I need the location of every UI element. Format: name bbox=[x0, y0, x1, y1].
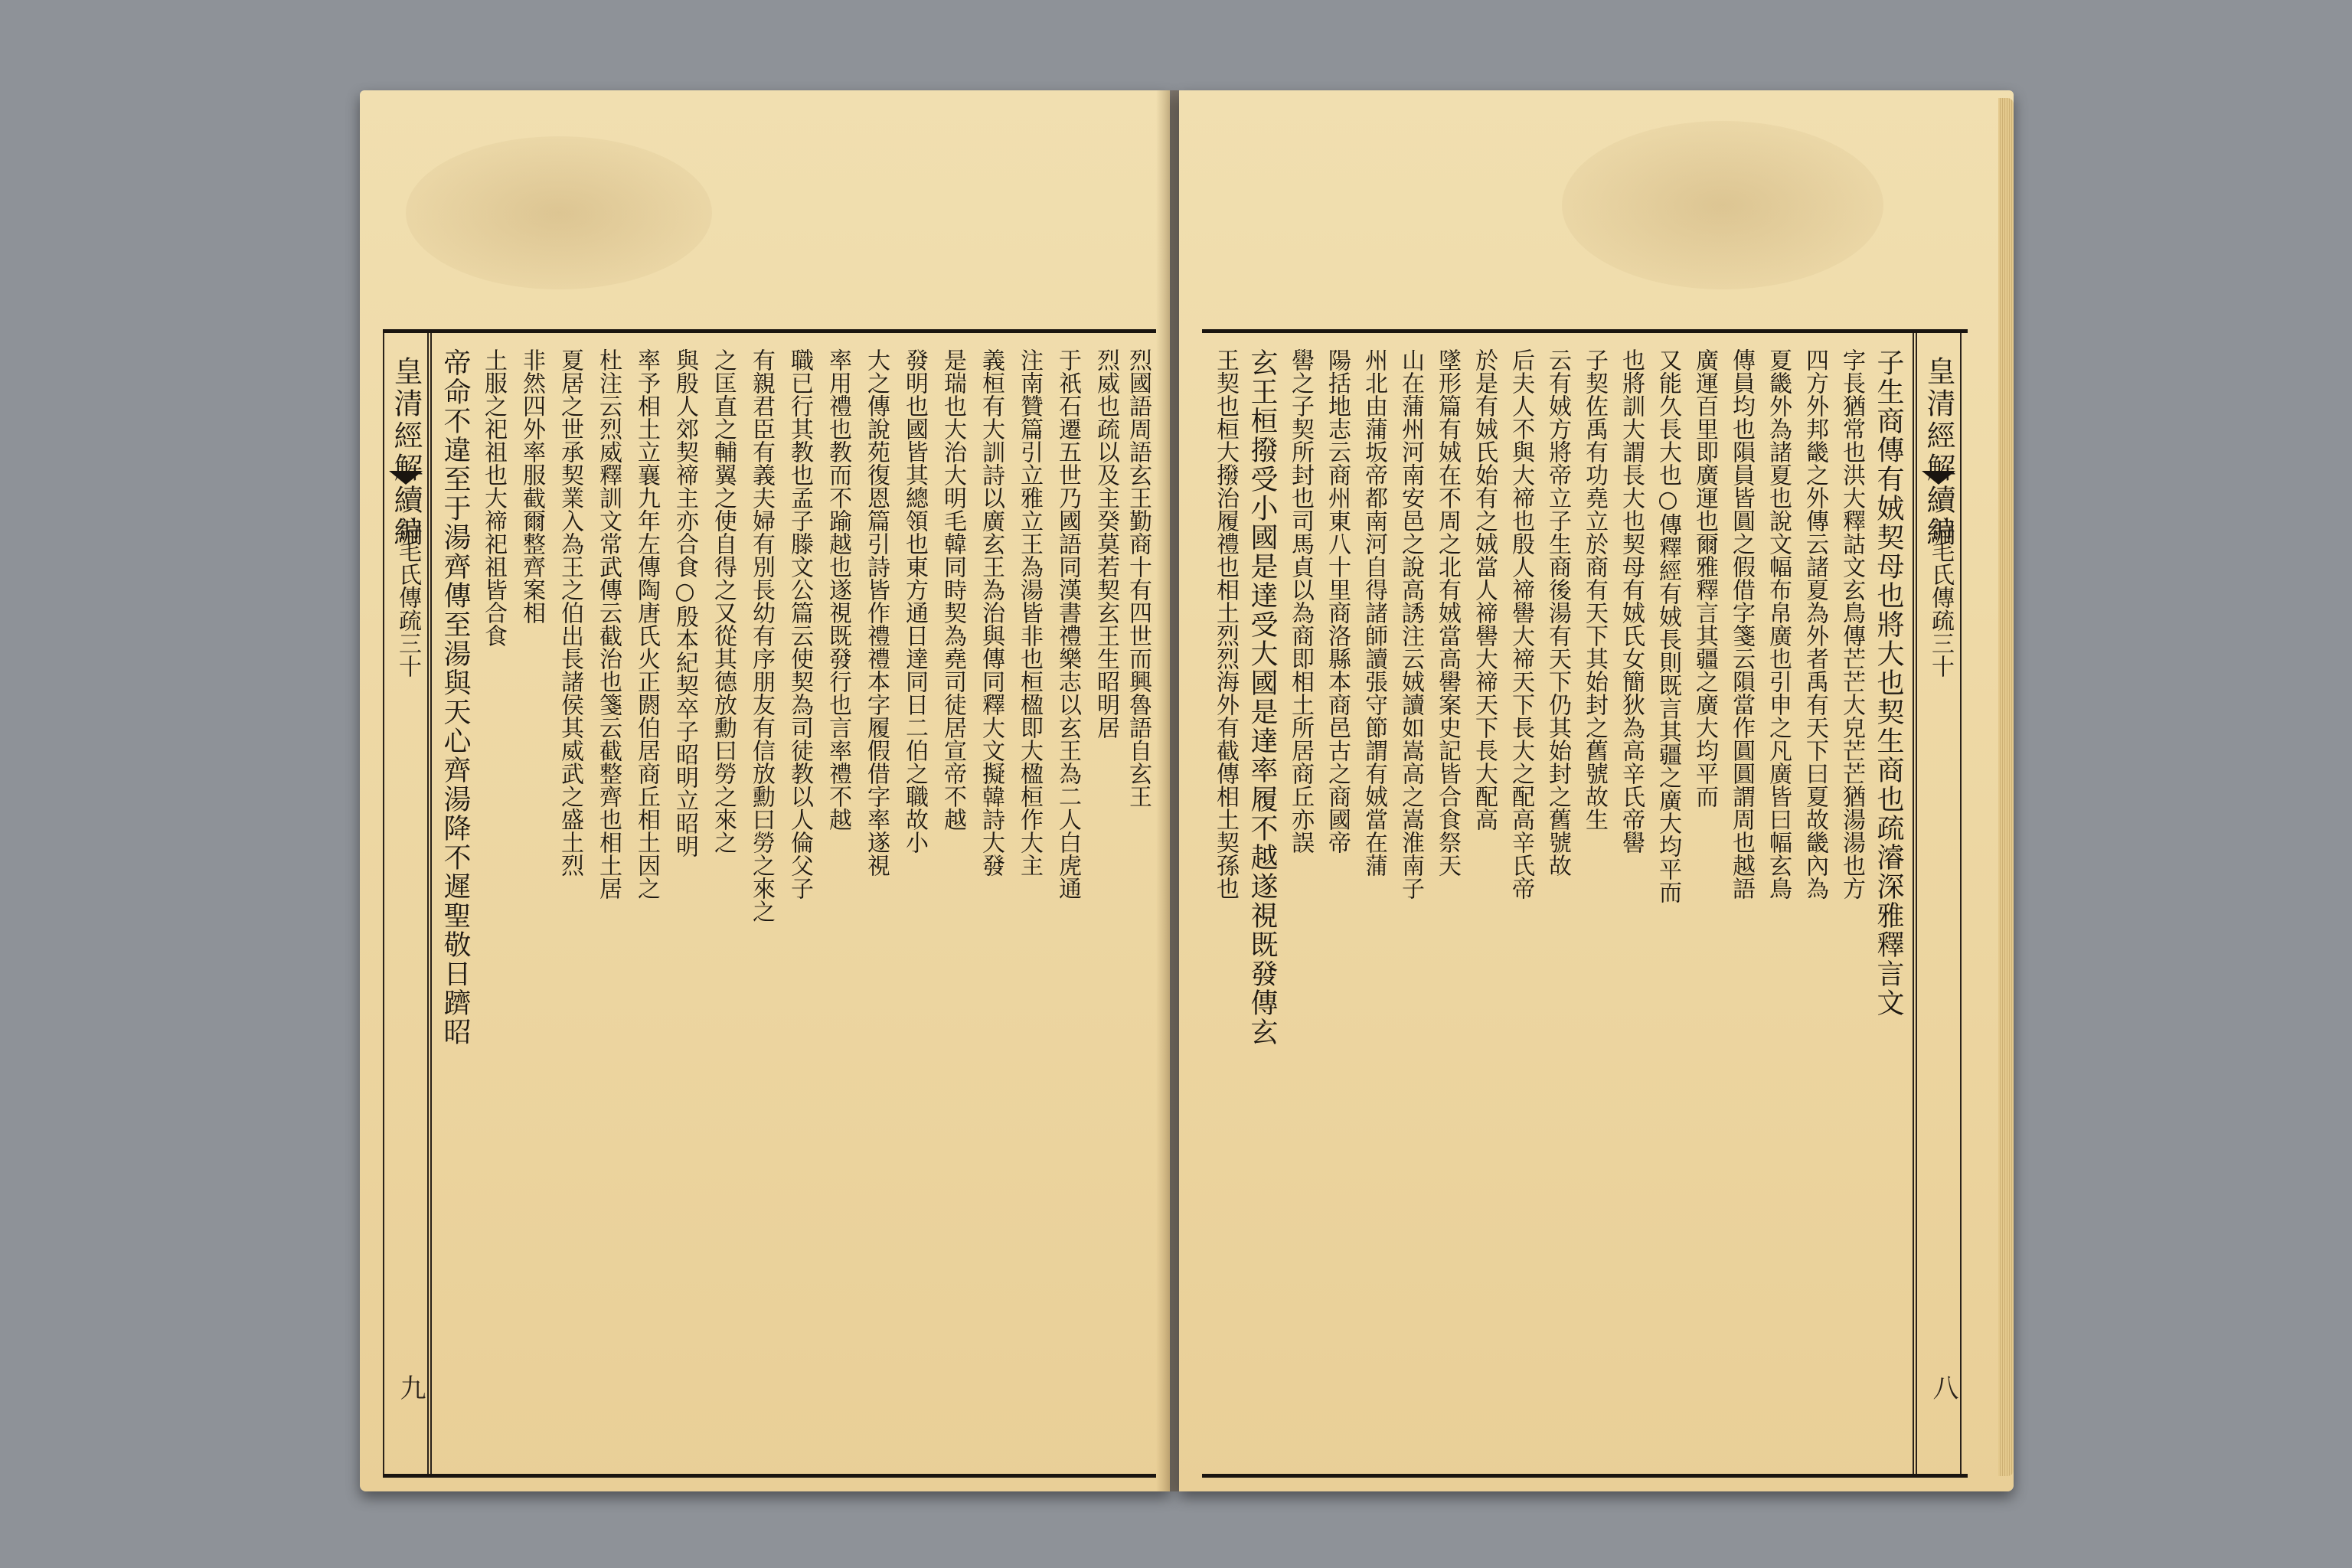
right-banxin-title: 皇清經解續編 bbox=[1922, 356, 1955, 549]
column-rule bbox=[1913, 333, 1914, 1474]
text-column: 注南贊篇引立雅立王為湯皆非也桓楹即大楹桓作大主 bbox=[1016, 348, 1043, 877]
text-column: 職已行其教也孟子滕文公篇云使契為司徒教以人倫父子 bbox=[786, 348, 813, 900]
left-page bbox=[360, 90, 1170, 1491]
left-banxin-subtitle: 詩毛氏傳疏三十 bbox=[394, 517, 421, 678]
text-column: 子契佐禹有功堯立於商有天下其始封之舊號故生 bbox=[1581, 348, 1608, 831]
text-column: 字長猶常也洪大釋詁文玄鳥傳芒芒大皃芒芒猶湯湯也方 bbox=[1838, 348, 1865, 900]
text-column: 四方外邦畿之外傳云諸夏為外者禹有天下曰夏故畿內為 bbox=[1802, 348, 1828, 900]
text-column: 王契也桓大撥治履禮也相土烈烈海外有截傳相土契孫也 bbox=[1212, 348, 1239, 900]
text-column: 傳員均也隕員皆圓之假借字箋云隕當作圓圓謂周也越語 bbox=[1728, 348, 1755, 900]
fishtail-mark bbox=[1922, 471, 1955, 485]
text-column: 率予相土立襄九年左傳陶唐氏火正閼伯居商丘相土因之 bbox=[633, 348, 660, 900]
paper-stain bbox=[1562, 121, 1883, 289]
text-column: 義桓有大訓詩以廣玄王為治與傳同釋大文擬韓詩大發 bbox=[978, 348, 1004, 877]
text-column: 于祇石遷五世乃國語同漢書禮樂志以玄王為二人白虎通 bbox=[1054, 348, 1081, 900]
left-page-number: 九 bbox=[395, 1374, 426, 1400]
text-column: 也將訓大謂長大也契母有娀氏女簡狄為高辛氏帝嚳 bbox=[1618, 348, 1645, 854]
paper-stain bbox=[406, 136, 712, 289]
text-column: 廣運百里即廣運也爾雅釋言其疆之廣大均平而 bbox=[1691, 348, 1718, 808]
text-column: 發明也國皆其總領也東方通日達同日二伯之職故小 bbox=[901, 348, 928, 854]
text-column: 是瑞也大治大明毛韓同時契為堯司徒居宣帝不越 bbox=[939, 348, 966, 831]
text-column: 嚳之子契所封也司馬貞以為商即相土所居商丘亦誤 bbox=[1287, 348, 1314, 854]
text-column: 州北由蒲坂帝都南河自得諸師讀張守節謂有娀當在蒲 bbox=[1361, 348, 1387, 877]
text-column: 山在蒲州河南安邑之說高誘注云娀讀如嵩高之嵩淮南子 bbox=[1397, 348, 1424, 900]
text-column: 子生商傳有娀契母也將大也契生商也疏濬深雅釋言文 bbox=[1873, 348, 1904, 1018]
text-column: 帝命不違至于湯齊傳至湯與天心齊湯降不遲聖敬日躋昭 bbox=[439, 348, 471, 1047]
text-column: 大之傳說苑復恩篇引詩皆作禮禮本字履假借字率遂視 bbox=[863, 348, 890, 877]
right-page bbox=[1179, 90, 2014, 1491]
text-column: 夏畿外為諸夏也說文幅布帛廣也引申之凡廣皆曰幅玄鳥 bbox=[1765, 348, 1792, 900]
column-rule bbox=[430, 333, 432, 1474]
text-column: 玄王桓撥受小國是達受大國是達率履不越遂視既發傳玄 bbox=[1246, 348, 1278, 1047]
right-page-text-frame bbox=[1202, 329, 1968, 1478]
text-column: 有親君臣有義夫婦有別長幼有序朋友有信放勳曰勞之來之 bbox=[748, 348, 775, 923]
text-column: 率用禮也教而不踰越也遂視既發行也言率禮不越 bbox=[825, 348, 851, 831]
left-page-text-frame bbox=[383, 329, 1156, 1478]
text-column: 土服之祀祖也大禘祀祖皆合食 bbox=[480, 348, 507, 647]
open-book bbox=[360, 90, 2014, 1491]
text-column: 於是有娀氏始有之娀當人禘嚳大禘天下長大配高 bbox=[1471, 348, 1498, 831]
right-banxin-subtitle: 詩毛氏傳疏三十 bbox=[1927, 517, 1954, 678]
text-column: 杜注云烈威釋訓文常武傳云截治也箋云截整齊也相土居 bbox=[595, 348, 622, 900]
left-banxin-title: 皇清經解續編 bbox=[389, 356, 423, 549]
page-edges bbox=[1998, 98, 2014, 1476]
text-column: 后夫人不與大禘也殷人禘嚳大禘天下長大之配高辛氏帝 bbox=[1508, 348, 1534, 900]
text-column: 夏居之世承契業入為王之伯出長諸侯其威武之盛土烈 bbox=[557, 348, 583, 877]
right-page-number: 八 bbox=[1928, 1374, 1958, 1400]
text-column: 陽括地志云商州東八十里商洛縣本商邑古之商國帝 bbox=[1324, 348, 1351, 854]
text-column: 云有娀方將帝立子生商後湯有天下仍其始封之舊號故 bbox=[1544, 348, 1571, 877]
text-column: 烈威也疏以及主癸莫若契玄王生昭明居 bbox=[1093, 348, 1119, 739]
fishtail-mark bbox=[389, 471, 423, 485]
text-column: 墜形篇有娀在不周之北有娀當高嚳案史記皆合食祭天 bbox=[1434, 348, 1461, 877]
text-column: 烈國語周語玄王勤商十有四世而興魯語自玄王 bbox=[1125, 348, 1152, 808]
text-column: 之匡直之輔翼之使自得之又從其德放勳曰勞之來之 bbox=[710, 348, 737, 854]
text-column: 又能久長大也○傳釋經有娀長則既言其疆之廣大均平而 bbox=[1655, 348, 1681, 903]
text-column: 非然四外率服截爾整齊案相 bbox=[518, 348, 545, 624]
text-column: 與殷人郊契禘主亦合食○殷本紀契卒子昭明立昭明 bbox=[671, 348, 698, 858]
